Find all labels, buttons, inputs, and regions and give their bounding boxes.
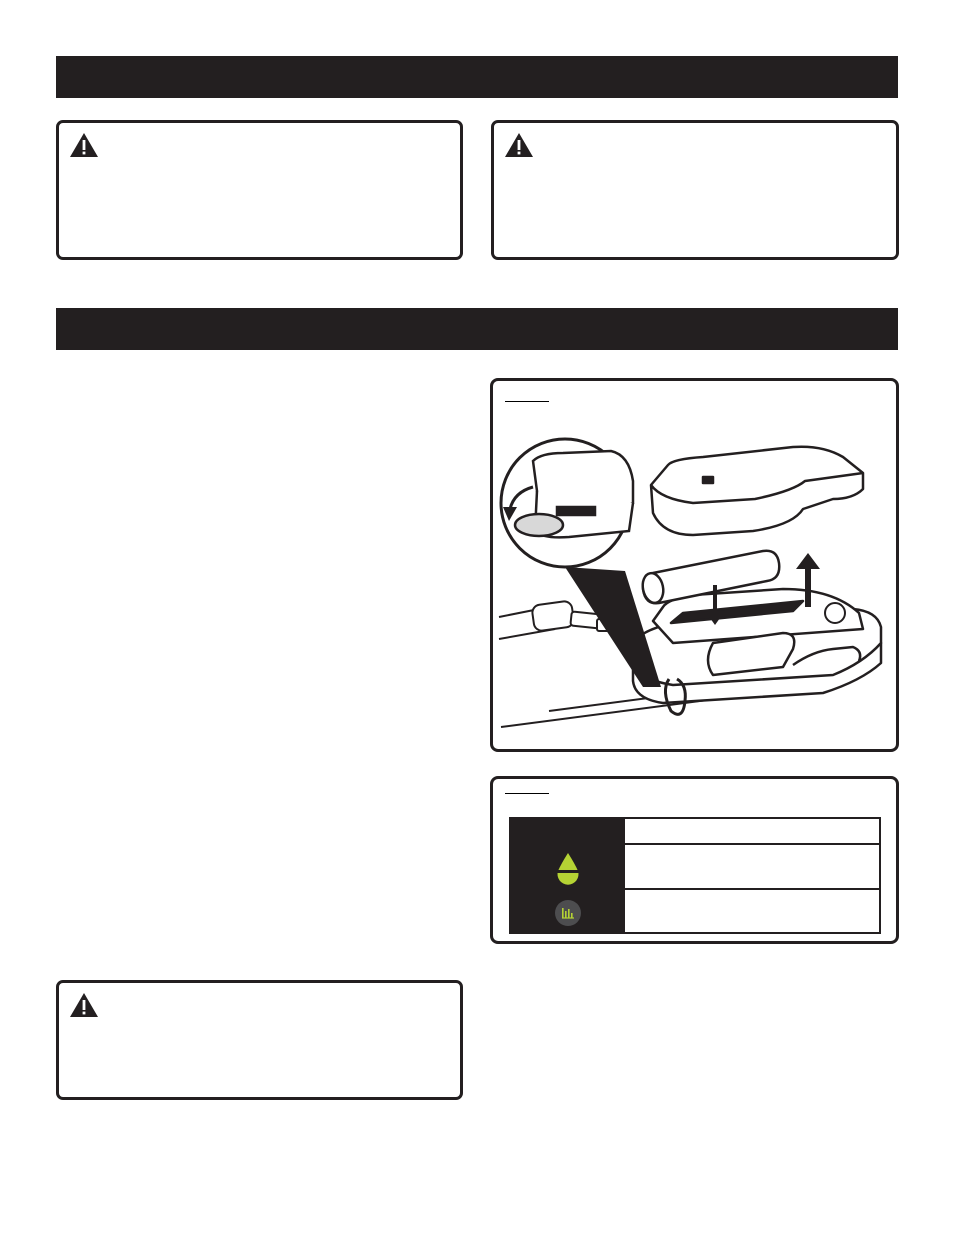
warning-triangle-icon <box>69 132 99 158</box>
warning-box-top-right <box>491 120 899 260</box>
led-icon-column <box>511 819 625 932</box>
warning-triangle-icon <box>69 992 99 1018</box>
section-header-bar-top <box>56 56 898 98</box>
section-header-bar-second <box>56 308 898 350</box>
figure-label <box>505 793 549 794</box>
battery-figure <box>490 378 899 752</box>
water-drop-icon <box>553 851 583 885</box>
signal-bars-icon <box>554 899 582 927</box>
led-indicator-table <box>509 817 881 934</box>
battery-illustration <box>493 381 896 749</box>
warning-box-top-left <box>56 120 463 260</box>
warning-box-bottom-left <box>56 980 463 1100</box>
warning-triangle-icon <box>504 132 534 158</box>
led-table-header-row <box>625 819 879 845</box>
led-table-row-signal <box>625 890 879 932</box>
led-figure <box>490 776 899 944</box>
led-table-row-water <box>625 845 879 890</box>
